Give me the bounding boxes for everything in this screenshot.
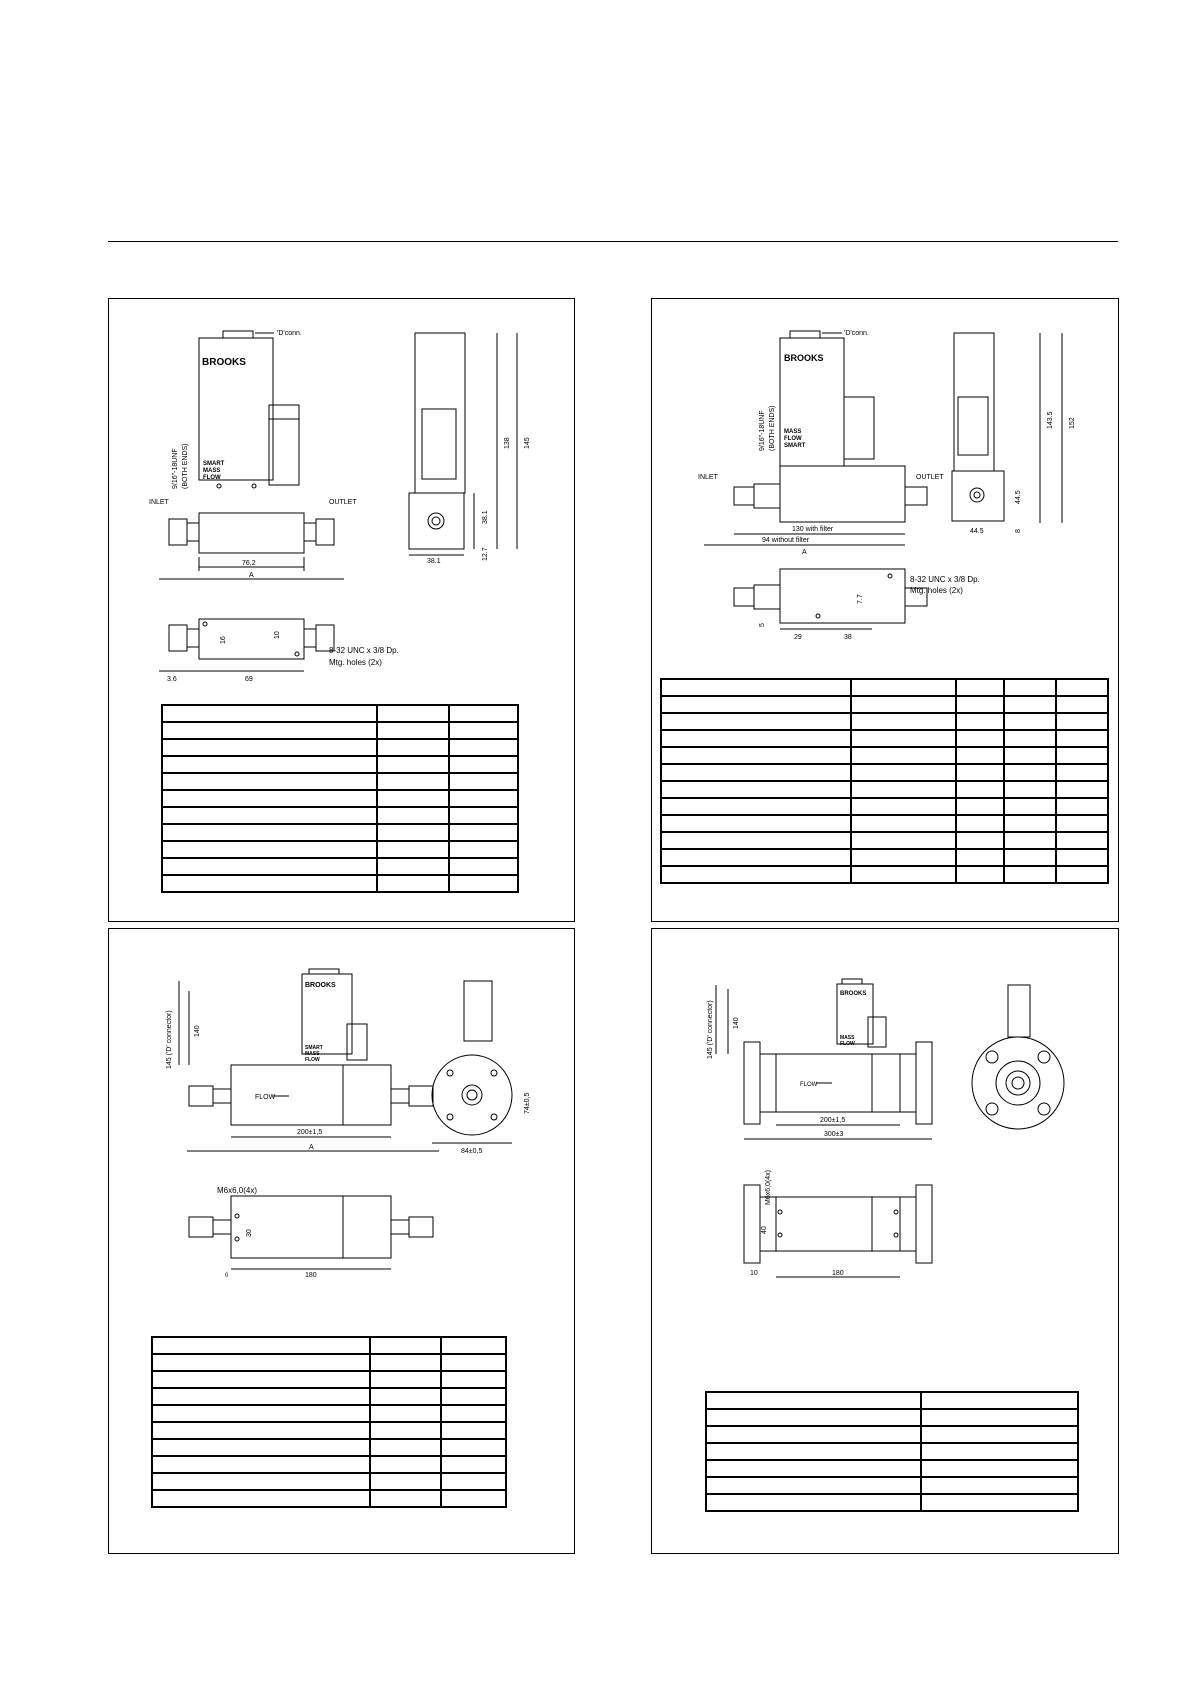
svg-text:BROOKS: BROOKS [784,353,824,363]
brand-logo: BROOKS [202,357,246,368]
svg-text:84±0,5: 84±0,5 [461,1148,483,1155]
table-cell [1004,866,1056,883]
table-cell [1004,832,1056,849]
svg-text:OUTLET: OUTLET [916,474,944,481]
table-cell [1056,781,1108,798]
table-cell [370,1422,441,1439]
svg-text:BROOKS: BROOKS [840,991,867,997]
table-cell [377,807,449,824]
table-row [661,747,1108,764]
svg-text:44.5: 44.5 [970,528,984,535]
table-cell [449,705,518,722]
table-cell [921,1392,1078,1409]
table-row [706,1443,1078,1460]
table-cell [162,773,377,790]
table-cell [152,1439,370,1456]
table-row [661,815,1108,832]
svg-text:Mtg. holes (2x): Mtg. holes (2x) [329,658,382,667]
drawing-panel-1 [108,298,575,922]
table-cell [162,756,377,773]
svg-text:Mtg. holes (2x): Mtg. holes (2x) [910,586,963,595]
table-cell [377,773,449,790]
table-cell [1056,679,1108,696]
table-cell [1056,730,1108,747]
table-cell [851,764,956,781]
svg-text:140: 140 [194,1025,201,1037]
table-cell [1004,713,1056,730]
table-row [162,824,518,841]
table-cell [377,790,449,807]
table-cell [956,849,1004,866]
table-cell [921,1460,1078,1477]
table-cell [152,1456,370,1473]
table-cell [1056,866,1108,883]
table-cell [370,1490,441,1507]
table-row [152,1371,506,1388]
table-cell [661,747,851,764]
svg-text:FLOW: FLOW [305,1057,320,1063]
table-cell [162,841,377,858]
table-row [661,696,1108,713]
table-cell [1004,764,1056,781]
table-cell [449,824,518,841]
table-row [706,1477,1078,1494]
table-cell [956,815,1004,832]
table-cell [706,1494,921,1511]
table-row [706,1460,1078,1477]
table-cell [956,764,1004,781]
table-cell [1056,815,1108,832]
table-cell [851,696,956,713]
table-row [152,1388,506,1405]
svg-text:300±3: 300±3 [824,1131,844,1138]
table-cell [956,747,1004,764]
table-cell [162,790,377,807]
table-cell [449,739,518,756]
dimension-table-4 [705,1391,1079,1512]
svg-text:130 with filter: 130 with filter [792,526,834,533]
dimension-table-1 [161,704,519,893]
table-cell [162,807,377,824]
table-row [661,730,1108,747]
table-cell [162,858,377,875]
drawing-panel-2 [651,298,1119,922]
table-cell [851,849,956,866]
svg-text:69: 69 [245,676,253,683]
svg-text:94 without filter: 94 without filter [762,537,810,544]
table-cell [851,866,956,883]
table-row [152,1456,506,1473]
table-row [152,1354,506,1371]
table-row [661,866,1108,883]
table-cell [706,1443,921,1460]
table-row [152,1490,506,1507]
dimension-table-3 [151,1336,507,1508]
table-cell [449,790,518,807]
svg-text:76,2: 76,2 [242,560,256,567]
table-cell [1004,730,1056,747]
table-cell [370,1337,441,1354]
svg-text:(BOTH ENDS): (BOTH ENDS) [769,405,776,451]
svg-text:OUTLET: OUTLET [329,499,357,506]
svg-text:44.5: 44.5 [1015,490,1022,504]
svg-text:38: 38 [844,634,852,641]
table-row [152,1473,506,1490]
svg-text:10: 10 [274,631,281,639]
svg-text:(BOTH ENDS): (BOTH ENDS) [182,443,189,489]
table-cell [449,875,518,892]
table-cell [1056,849,1108,866]
table-row [661,832,1108,849]
table-cell [921,1494,1078,1511]
svg-text:180: 180 [305,1272,317,1279]
svg-text:8: 8 [1015,529,1022,533]
table-cell [1056,713,1108,730]
table-cell [706,1460,921,1477]
table-row [152,1422,506,1439]
table-cell [956,679,1004,696]
table-row [706,1426,1078,1443]
dimension-table-2 [660,678,1109,884]
table-cell [449,841,518,858]
svg-text:'D'conn.: 'D'conn. [844,330,869,337]
table-cell [661,696,851,713]
table-cell [441,1388,506,1405]
table-cell [162,824,377,841]
svg-text:SMART: SMART [784,443,806,449]
table-cell [162,739,377,756]
table-cell [921,1409,1078,1426]
svg-text:MASS: MASS [203,468,221,474]
table-cell [152,1388,370,1405]
table-cell [449,722,518,739]
table-cell [1004,798,1056,815]
table-cell [851,713,956,730]
table-row [706,1409,1078,1426]
table-cell [152,1371,370,1388]
table-cell [377,756,449,773]
table-cell [851,730,956,747]
table-cell [370,1456,441,1473]
header-rule [108,241,1118,242]
table-cell [152,1405,370,1422]
table-cell [449,773,518,790]
svg-text:A: A [249,572,254,579]
svg-text:145 ('D' connector): 145 ('D' connector) [707,1000,714,1059]
table-cell [152,1422,370,1439]
table-cell [851,747,956,764]
table-cell [661,849,851,866]
table-cell [661,832,851,849]
table-cell [370,1439,441,1456]
table-cell [956,696,1004,713]
svg-text:8-32 UNC x 3/8 Dp.: 8-32 UNC x 3/8 Dp. [910,575,980,584]
table-cell [956,832,1004,849]
svg-text:180: 180 [832,1270,844,1277]
table-cell [661,679,851,696]
svg-text:145: 145 [524,437,531,449]
svg-text:INLET: INLET [149,499,169,506]
table-row [706,1392,1078,1409]
table-cell [377,841,449,858]
table-cell [1056,747,1108,764]
table-cell [377,858,449,875]
svg-text:M6x6,0(4x): M6x6,0(4x) [765,1169,772,1205]
table-row [661,849,1108,866]
svg-text:MASS: MASS [305,1051,320,1057]
table-cell [370,1354,441,1371]
svg-text:INLET: INLET [698,474,718,481]
svg-text:30: 30 [246,1229,253,1237]
table-cell [152,1337,370,1354]
svg-text:MASS: MASS [784,429,802,435]
svg-text:29: 29 [794,634,802,641]
svg-text:152: 152 [1069,417,1076,429]
svg-text:16: 16 [220,636,227,644]
table-row [162,739,518,756]
table-cell [851,679,956,696]
svg-text:FLOW: FLOW [255,1094,276,1101]
table-cell [1004,679,1056,696]
svg-text:9/16"-18UNF: 9/16"-18UNF [759,410,766,451]
svg-text:74±0,5: 74±0,5 [524,1092,531,1114]
table-cell [441,1439,506,1456]
table-cell [661,764,851,781]
svg-text:SMART: SMART [305,1045,323,1051]
table-cell [1056,696,1108,713]
svg-text:MASS: MASS [840,1035,855,1041]
table-cell [152,1490,370,1507]
table-cell [441,1490,506,1507]
table-cell [449,858,518,875]
table-row [661,764,1108,781]
table-cell [851,781,956,798]
table-cell [956,781,1004,798]
table-cell [1004,781,1056,798]
table-cell [441,1371,506,1388]
table-cell [851,798,956,815]
table-row [162,722,518,739]
svg-text:200±1,5: 200±1,5 [820,1117,846,1124]
table-row [661,781,1108,798]
table-cell [441,1405,506,1422]
table-cell [1056,832,1108,849]
table-cell [441,1456,506,1473]
table-row [152,1439,506,1456]
table-cell [706,1409,921,1426]
svg-text:9/16"-18UNF: 9/16"-18UNF [172,448,179,489]
svg-text:FLOW: FLOW [203,475,221,481]
table-cell [921,1426,1078,1443]
table-cell [851,815,956,832]
table-row [162,773,518,790]
svg-text:12.7: 12.7 [482,547,489,561]
table-cell [162,875,377,892]
table-cell [370,1371,441,1388]
table-cell [377,824,449,841]
svg-text:SMART: SMART [203,461,225,467]
svg-text:8-32 UNC x 3/8 Dp.: 8-32 UNC x 3/8 Dp. [329,646,399,655]
table-row [162,841,518,858]
table-cell [152,1473,370,1490]
table-cell [1056,764,1108,781]
table-cell [706,1392,921,1409]
svg-text:BROOKS: BROOKS [305,982,336,989]
table-cell [956,730,1004,747]
table-row [162,705,518,722]
svg-text:A: A [309,1144,314,1151]
svg-text:A: A [802,549,807,556]
table-row [162,858,518,875]
svg-text:140: 140 [733,1017,740,1029]
table-cell [377,875,449,892]
svg-text:M6x6,0(4x): M6x6,0(4x) [217,1186,258,1195]
table-cell [1004,849,1056,866]
table-row [152,1405,506,1422]
svg-text:143.5: 143.5 [1047,411,1054,429]
table-cell [162,722,377,739]
table-cell [1004,696,1056,713]
table-cell [449,807,518,824]
table-cell [956,866,1004,883]
table-cell [449,756,518,773]
table-cell [661,798,851,815]
table-cell [956,798,1004,815]
table-cell [370,1473,441,1490]
svg-text:FLOW: FLOW [840,1041,855,1047]
drawing-panel-3 [108,928,575,1554]
table-cell [441,1473,506,1490]
svg-text:40: 40 [761,1226,768,1234]
svg-text:FLOW: FLOW [784,436,802,442]
table-row [661,798,1108,815]
table-cell [441,1422,506,1439]
table-cell [921,1443,1078,1460]
svg-text:3.6: 3.6 [167,676,177,683]
svg-text:5: 5 [759,623,766,627]
table-row [661,679,1108,696]
table-cell [661,713,851,730]
svg-text:138: 138 [504,437,511,449]
table-cell [706,1477,921,1494]
svg-text:38.1: 38.1 [482,510,489,524]
table-cell [921,1477,1078,1494]
table-row [162,875,518,892]
drawing-panel-4 [651,928,1119,1554]
table-cell [441,1354,506,1371]
table-row [152,1337,506,1354]
table-cell [1004,815,1056,832]
table-cell [661,730,851,747]
svg-text:10: 10 [750,1270,758,1277]
table-row [162,807,518,824]
table-cell [441,1337,506,1354]
svg-text:200±1,5: 200±1,5 [297,1129,323,1136]
table-row [162,790,518,807]
table-cell [1004,747,1056,764]
table-cell [661,781,851,798]
table-cell [661,815,851,832]
table-cell [377,722,449,739]
table-cell [370,1388,441,1405]
table-row [661,713,1108,730]
table-cell [956,713,1004,730]
table-row [706,1494,1078,1511]
table-cell [377,705,449,722]
table-row [162,756,518,773]
dconn-label: 'D'conn. [277,330,302,337]
table-cell [706,1426,921,1443]
table-cell [162,705,377,722]
svg-text:7.7: 7.7 [857,594,864,604]
table-cell [152,1354,370,1371]
table-cell [370,1405,441,1422]
svg-text:145 ('D' connector): 145 ('D' connector) [166,1010,173,1069]
svg-text:38.1: 38.1 [427,558,441,565]
svg-text:0: 0 [225,1273,229,1279]
table-cell [377,739,449,756]
table-cell [1056,798,1108,815]
table-cell [661,866,851,883]
svg-text:FLOW: FLOW [800,1082,818,1088]
table-cell [851,832,956,849]
